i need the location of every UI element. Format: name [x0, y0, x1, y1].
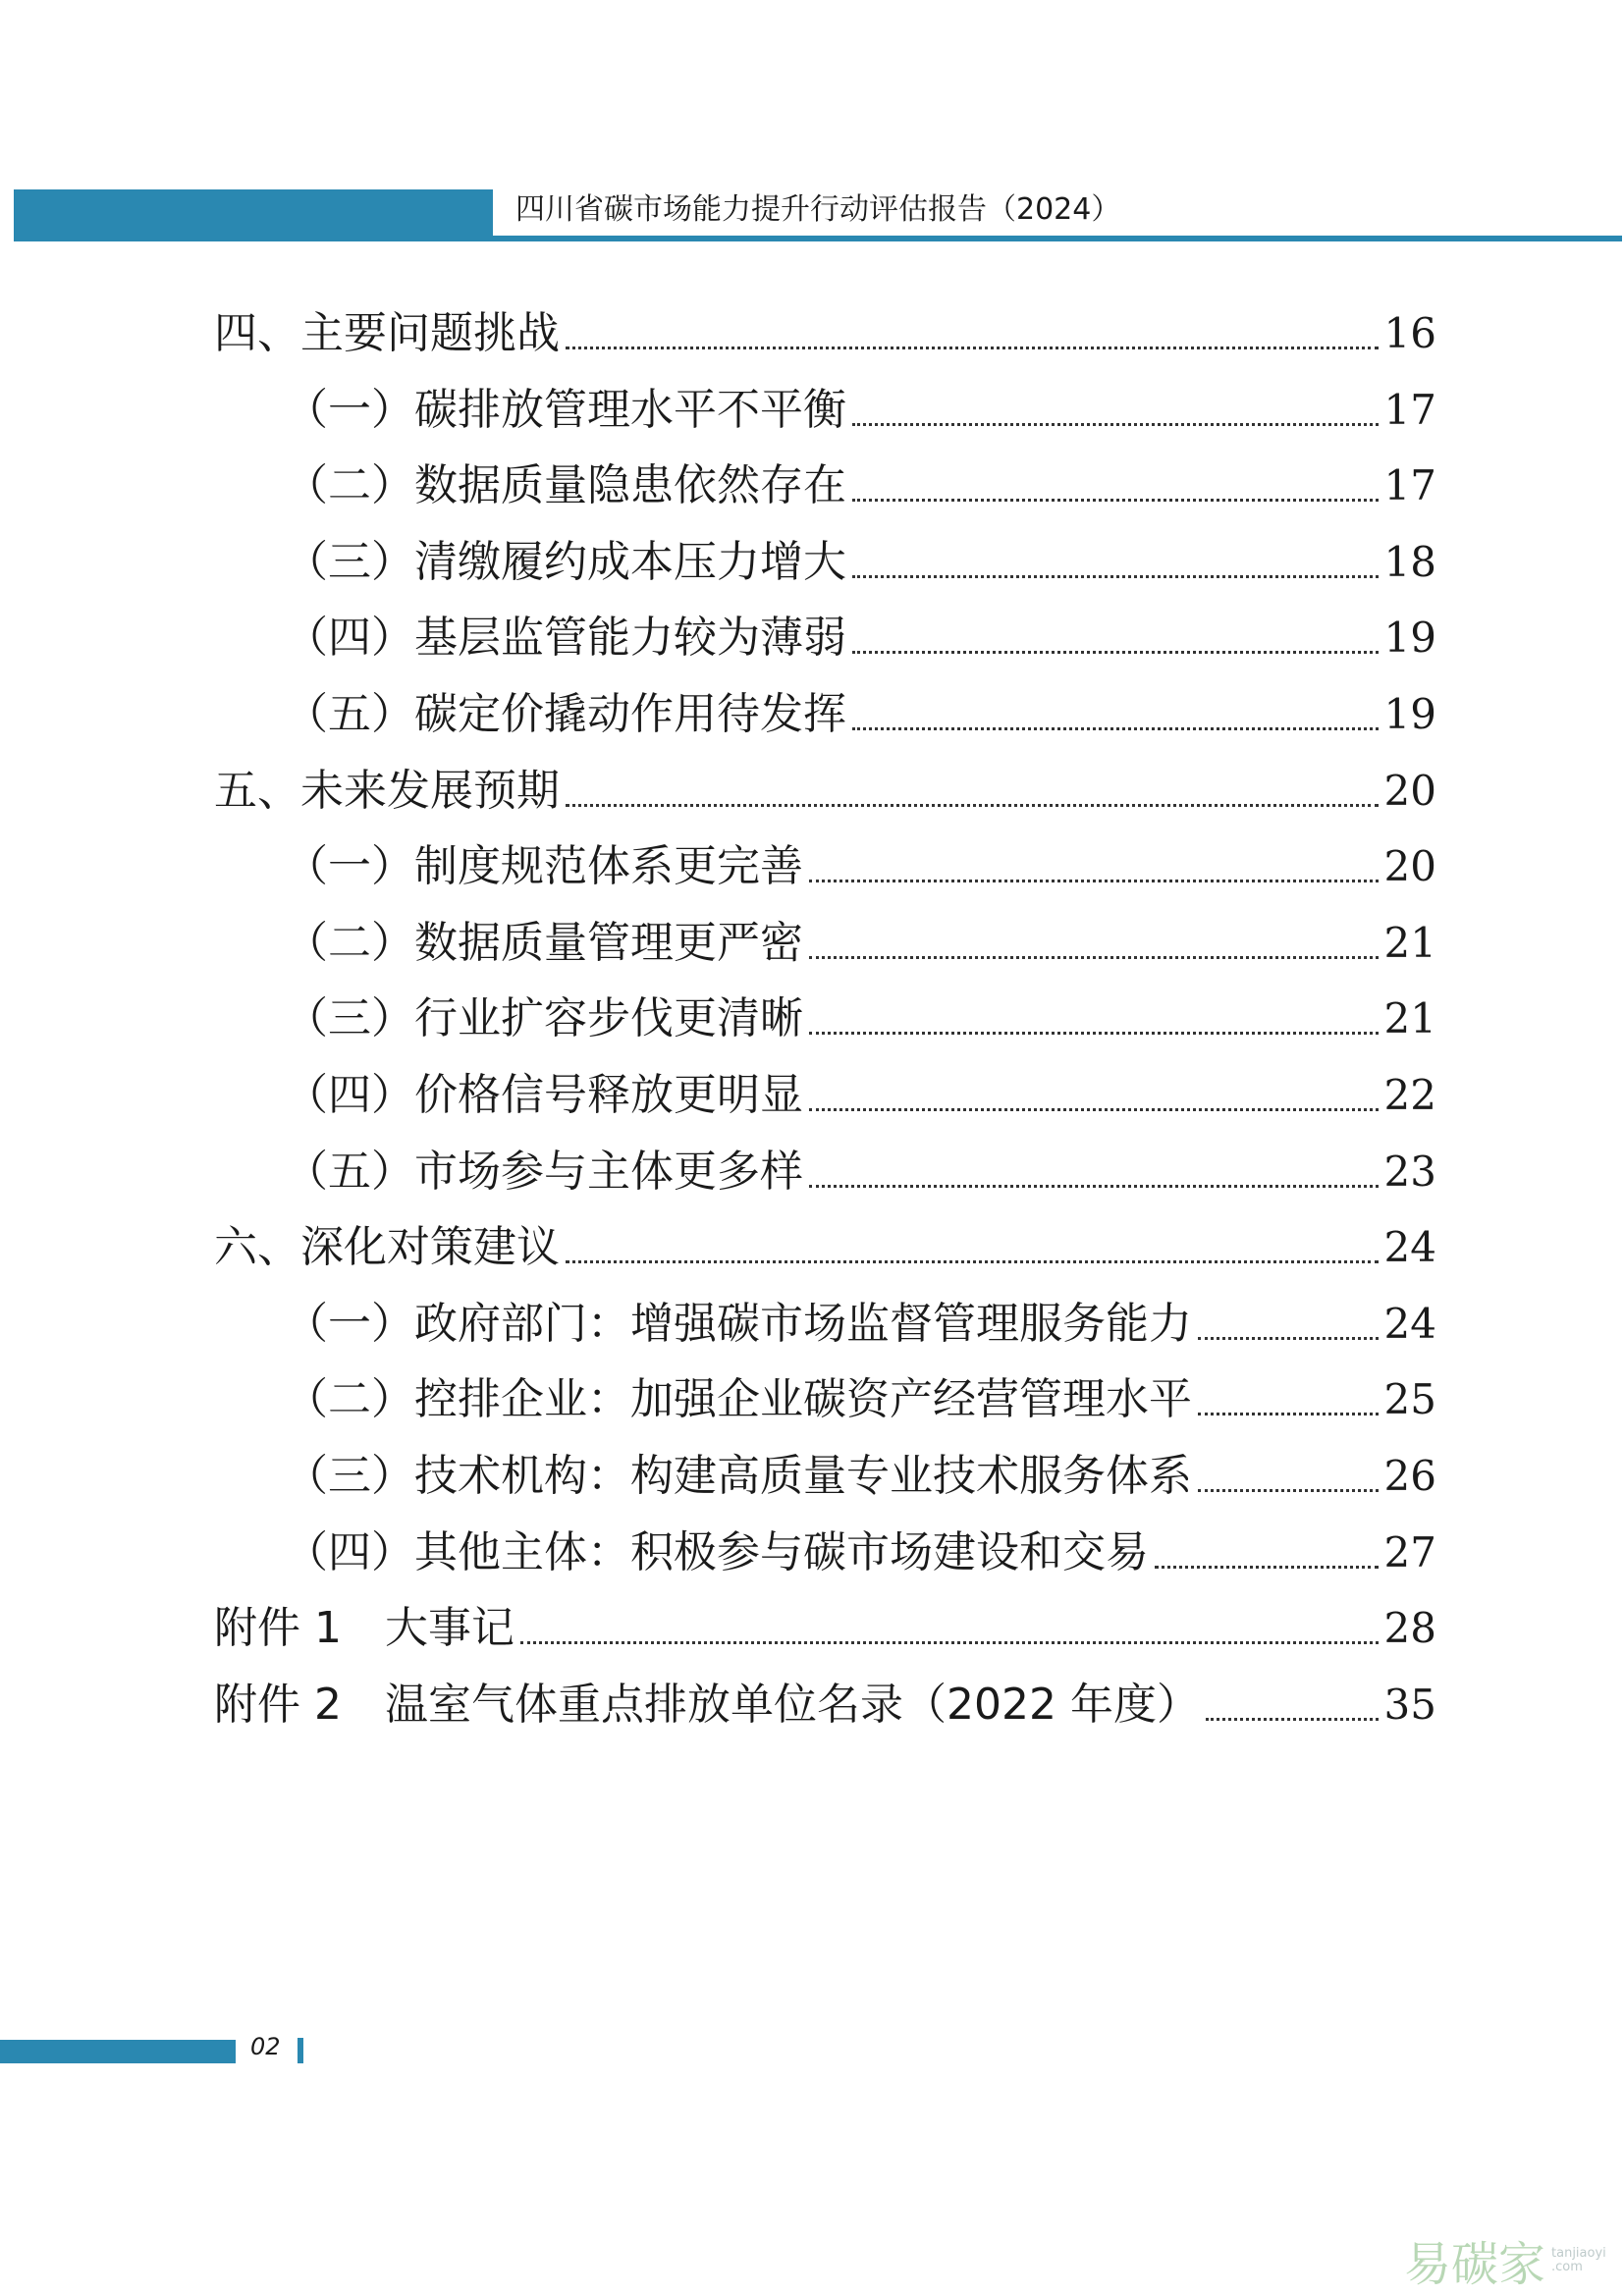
toc-leader-dots — [1198, 1489, 1379, 1492]
toc-entry-page: 16 — [1383, 309, 1436, 357]
toc-leader-dots — [566, 1260, 1379, 1263]
toc-entry-label: （一）碳排放管理水平不平衡 — [285, 384, 846, 435]
toc-entry-label: （二）控排企业：加强企业碳资产经营管理水平 — [285, 1374, 1192, 1425]
watermark-text: 易碳家 — [1404, 2237, 1546, 2292]
toc-entry — [285, 381, 1436, 440]
toc-entry-label: 五、未来发展预期 — [214, 765, 560, 816]
toc-entry — [214, 304, 1436, 363]
toc-entry-label: 附件 1 大事记 — [214, 1603, 514, 1654]
toc-leader-dots — [1198, 1337, 1379, 1340]
toc-entry — [214, 1218, 1436, 1277]
toc-entry-page: 27 — [1383, 1527, 1436, 1576]
toc-leader-dots — [1206, 1718, 1379, 1721]
toc-entry-page: 19 — [1383, 614, 1436, 663]
watermark-domain-line1: tanjiaoyi — [1551, 2245, 1606, 2261]
watermark-logo — [1404, 2226, 1606, 2294]
toc-entry-label: （五）市场参与主体更多样 — [285, 1146, 803, 1197]
toc-entry — [285, 1370, 1436, 1429]
toc-entry — [285, 685, 1436, 744]
toc-entry-page: 21 — [1383, 994, 1436, 1043]
toc-entry-label: 四、主要问题挑战 — [214, 308, 560, 358]
toc-entry — [214, 762, 1436, 821]
toc-entry-label: 六、深化对策建议 — [214, 1222, 560, 1273]
toc-entry — [285, 1295, 1436, 1354]
toc-leader-dots — [809, 1185, 1379, 1188]
toc-entry-page: 18 — [1383, 537, 1436, 586]
toc-leader-dots — [1198, 1413, 1379, 1415]
watermark-domain-line2: .com — [1551, 2259, 1583, 2274]
toc-entry-page: 35 — [1383, 1680, 1436, 1729]
toc-leader-dots — [852, 651, 1379, 654]
toc-leader-dots — [566, 347, 1379, 349]
toc-leader-dots — [566, 804, 1379, 807]
toc-entry-page: 24 — [1383, 1223, 1436, 1272]
footer-accent-bar — [0, 2040, 236, 2063]
toc-entry — [285, 533, 1436, 592]
header-accent-bar — [14, 189, 493, 241]
toc-entry — [214, 1599, 1436, 1658]
toc-leader-dots — [809, 1108, 1379, 1111]
report-title: 四川省碳市场能力提升行动评估报告（2024） — [515, 192, 1121, 227]
toc-entry-page: 25 — [1383, 1375, 1436, 1424]
watermark-domain — [1551, 2247, 1606, 2274]
toc-entry-page: 17 — [1383, 385, 1436, 434]
toc-leader-dots — [809, 1032, 1379, 1035]
toc-leader-dots — [520, 1641, 1379, 1644]
header-rule — [493, 236, 1622, 241]
toc-entry — [285, 609, 1436, 667]
toc-leader-dots — [852, 423, 1379, 426]
toc-entry-label: （一）制度规范体系更完善 — [285, 841, 803, 892]
toc-entry-page: 23 — [1383, 1147, 1436, 1196]
toc-entry — [285, 456, 1436, 515]
toc-entry-page: 19 — [1383, 690, 1436, 738]
page-number: 02 — [250, 2033, 281, 2060]
toc-entry — [285, 1447, 1436, 1506]
toc-entry-label: （一）政府部门：增强碳市场监督管理服务能力 — [285, 1298, 1192, 1349]
toc-entry — [285, 837, 1436, 896]
toc-entry-label: （三）行业扩容步伐更清晰 — [285, 993, 803, 1044]
toc-leader-dots — [852, 575, 1379, 578]
toc-entry — [285, 989, 1436, 1048]
toc-entry-page: 21 — [1383, 918, 1436, 967]
toc-entry — [285, 1523, 1436, 1582]
toc-entry-label: （三）技术机构：构建高质量专业技术服务体系 — [285, 1451, 1192, 1501]
toc-leader-dots — [852, 499, 1379, 502]
footer-tick — [298, 2038, 303, 2063]
toc-entry-label: 附件 2 温室气体重点排放单位名录（2022 年度） — [214, 1679, 1200, 1730]
toc-entry-label: （二）数据质量管理更严密 — [285, 917, 803, 968]
toc-leader-dots — [852, 727, 1379, 730]
toc-entry-page: 24 — [1383, 1299, 1436, 1348]
toc-entry-page: 26 — [1383, 1452, 1436, 1500]
toc-entry-page: 20 — [1383, 766, 1436, 815]
toc-entry — [285, 1066, 1436, 1125]
toc-entry-page: 17 — [1383, 461, 1436, 510]
toc-entry-label: （三）清缴履约成本压力增大 — [285, 536, 846, 587]
toc-entry-label: （五）碳定价撬动作用待发挥 — [285, 689, 846, 739]
toc-entry-label: （四）价格信号释放更明显 — [285, 1070, 803, 1120]
toc-leader-dots — [1155, 1566, 1379, 1569]
toc-entry — [285, 914, 1436, 973]
toc-entry — [285, 1143, 1436, 1201]
toc-leader-dots — [809, 956, 1379, 959]
toc-entry-page: 28 — [1383, 1604, 1436, 1653]
toc-entry — [214, 1676, 1436, 1735]
toc-entry-page: 22 — [1383, 1071, 1436, 1119]
toc-entry-label: （四）基层监管能力较为薄弱 — [285, 613, 846, 664]
toc-leader-dots — [809, 880, 1379, 882]
toc-entry-label: （二）数据质量隐患依然存在 — [285, 460, 846, 511]
toc-entry-page: 20 — [1383, 842, 1436, 891]
toc-entry-label: （四）其他主体：积极参与碳市场建设和交易 — [285, 1526, 1149, 1577]
